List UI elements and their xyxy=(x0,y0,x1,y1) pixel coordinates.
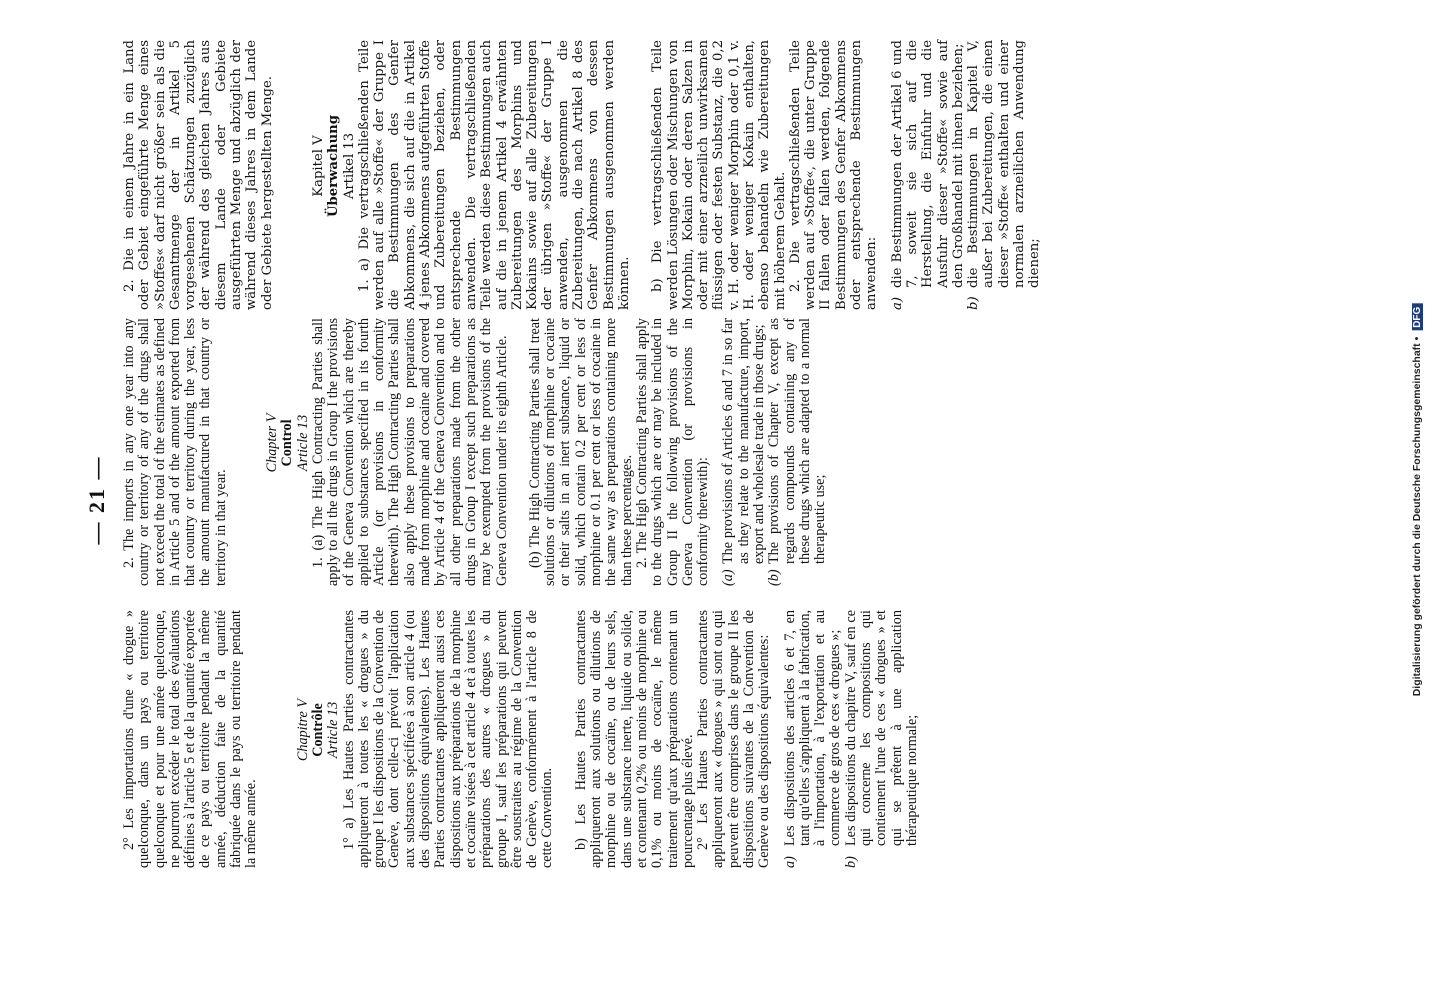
list-item-key: a) xyxy=(781,856,798,868)
german-chapter: Kapitel V xyxy=(310,135,326,197)
english-paragraph-3: 2. The High Contracting Parties shall apply to the drugs which are or may be included in Group II the following provisions of the Geneva Convention (or provisions in conformity therewith): xyxy=(633,318,712,586)
list-item-key: (b) xyxy=(766,569,783,586)
list-item-text: Les dispositions du chapitre V, sauf en ce qui concerne les compositions qui contiennent l'une de ces « drogues » et qui se prêtent à une application thérapeutique normale; xyxy=(842,610,920,846)
french-paragraph-2: b) Les Hautes Parties contractantes appliqueront aux solutions ou dilutions de morphine ou de cocaïne, ou de leurs sels, dans une substance inerte, liquide ou solide, et contenant 0,2% ou moins de morphine ou 0,1% ou moins de cocaïne, le même traitement qu'aux préparations contenant un pourcentage plus élevé. xyxy=(572,610,696,868)
list-item-text: die Bestimmungen in Kapitel V, außer bei Zubereitungen, die einen dieser »Stoffe« enthalten und einer normalen arzneilichen Anwendung dienen; xyxy=(966,40,1043,288)
english-list xyxy=(721,318,828,586)
list-item-key: b) xyxy=(966,296,982,310)
german-list xyxy=(890,40,1043,310)
german-intro: 2. Die in einem Jahre in ein Land oder Gebiet eingeführte Menge eines »Stoffes« darf nicht größer sein als die Gesamtmenge der in Artikel 5 vorgesehenen Schätzungen zuzüglich der während des gleichen Jahres aus diesem Lande oder Gebiete ausgeführten Menge und abzüglich der während dieses Jahres in dem Lande oder Gebiete hergestellten Menge. xyxy=(122,40,275,310)
german-column xyxy=(122,40,1043,310)
list-item xyxy=(767,318,828,586)
list-item xyxy=(890,40,966,310)
list-item-text: die Bestimmungen der Artikel 6 und 7, soweit sie sich auf die Herstellung, die Einfuhr und die Ausfuhr dieser »Stoffe« sowie auf den Großhandel mit ihnen beziehen; xyxy=(889,40,966,288)
list-item-text: Les dispositions des articles 6 et 7, en tant qu'elles s'appliquent à la fabrication, à l'importation, à l'exportation et au commerce de gros de ces « drogues »; xyxy=(781,610,844,846)
french-list xyxy=(783,610,921,868)
list-item xyxy=(721,318,767,586)
german-heading: Überwachung xyxy=(326,115,342,217)
list-item-key: (a) xyxy=(720,569,737,586)
english-paragraph-1: 1. (a) The High Contracting Parties shall apply to all the drugs in Group I the provisions of the Geneva Convention which are thereby applied to substances specified in its fourth Article (or provisions in conformity therewith). The High Contracting Parties shall also apply these provisions to preparations made from morphine and cocaine and covered by Article 4 of the Geneva Convention and to all other preparations made from the other drugs in Group I except such preparations as may be exempted from the provisions of the Geneva Convention under its eighth Article. xyxy=(309,318,510,586)
german-paragraph-3: 2. Die vertragschließenden Teile werden auf »Stoffe«, die unter Gruppe II fallen oder fallen werden, folgende Bestimmungen des Genfer Abkommens oder entsprechende Bestimmungen anwenden: xyxy=(787,40,880,310)
digitization-note-text: Digitalisierung gefördert durch die Deutsche Forschungsgemeinschaft • xyxy=(1411,336,1423,697)
english-heading: Control xyxy=(279,419,296,467)
list-item xyxy=(844,610,920,868)
english-column xyxy=(122,318,828,586)
french-intro: 2° Les importations d'une « drogue » quelconque, dans un pays ou territoire quelconque et pour une année quelconque, ne pourront excéder le total des évaluations définies à l'article 5 et de la quantité exportée de ce pays ou territoire pendant la même année, déduction faite de la quantité fabriquée dans le pays ou territoire pendant la même année. xyxy=(121,610,260,868)
english-paragraph-2: (b) The High Contracting Parties shall treat solutions or dilutions of morphine or cocaine or their salts in an inert substance, liquid or solid, which contain 0.2 per cent or less of morphine or 0.1 per cent or less of cocaine in the same way as preparations containing more than these percentages. xyxy=(526,318,635,586)
digitization-note xyxy=(1411,304,1423,697)
list-item-key: b) xyxy=(842,856,859,868)
english-article: Article 13 xyxy=(294,414,311,472)
german-paragraph-2: b) Die vertragschließenden Teile werden Lösungen oder Mischungen von Morphin, Kokain oder deren Salzen in oder mit einer arzneilich unwirksamen flüssigen oder festen Substanz, die 0,2 v. H. oder weniger Morphin oder 0,1 v. H. oder weniger Kokain enthalten, ebenso behandeln wie Zubereitungen mit höherem Gehalt. xyxy=(650,40,788,310)
french-article: Article 13 xyxy=(325,701,342,759)
french-paragraph-1: 1° a) Les Hautes Parties contractantes appliqueront à toutes les « drogues » du groupe I les dispositions de la Convention de Genève, dont celle-ci prévoit l'application aux substances spécifiées à son article 4 (ou des dispositions équivalentes). Les Hautes Parties contractantes appliqueront aussi ces dispositions aux préparations de la morphine et cocaïne visées à cet article 4 et à toutes les préparations des autres « drogues » du groupe I, sauf les préparations qui peuvent être soustraites au régime de la Convention de Genève, conformément à l'article 8 de cette Convention. xyxy=(340,610,556,868)
french-paragraph-3: 2° Les Hautes Parties contractantes appliqueront aux « drogues » qui sont ou qui peuvent être comprises dans le groupe II les dispositions suivantes de la Convention de Genève ou des dispositions équivalentes: xyxy=(695,610,773,868)
list-item-text: The provisions of Articles 6 and 7 in so far as they relate to the manufacture, import, export and wholesale trade in those drugs; xyxy=(720,318,767,564)
english-intro: 2. The imports in any one year into any country or territory of any of the drugs shall not exceed the total of the estimates as defined in Article 5 and of the amount exported from that country or territory during the year, less the amount manufactured in that country or territory in that year. xyxy=(121,318,229,586)
german-article: Artikel 13 xyxy=(341,132,357,200)
list-item-text: The provisions of Chapter V, except as regards compounds containing any of these drugs which are adapted to a normal therapeutic use; xyxy=(766,318,829,564)
german-paragraph-1: 1. a) Die vertragschließenden Teile werden auf alle »Stoffe« der Gruppe I die Bestimmungen des Genfer Abkommens, die sich auf die in Artikel 4 jenes Abkommens aufgeführten Stoffe und Zubereitungen beziehen, oder entsprechende Bestimmungen anwenden. Die vertragschließenden Teile werden diese Bestimmungen auch auf die in jenem Artikel 4 erwähnten Zubereitungen des Morphins und Kokains sowie auf alle Zubereitungen der übrigen »Stoffe« der Gruppe I anwenden, ausgenommen die Zubereitungen, die nach Artikel 8 des Genfer Abkommens von dessen Bestimmungen ausgenommen werden können. xyxy=(356,40,632,310)
english-chapter: Chapter V xyxy=(264,413,281,473)
french-column xyxy=(122,610,920,868)
french-chapter: Chapitre V xyxy=(294,698,311,762)
list-item-key: a) xyxy=(889,296,905,310)
list-item xyxy=(783,610,844,868)
page-number: — 21 — xyxy=(84,455,109,545)
list-item xyxy=(966,40,1042,310)
french-heading: Contrôle xyxy=(309,703,326,757)
dfg-logo: DFG xyxy=(1412,304,1423,331)
